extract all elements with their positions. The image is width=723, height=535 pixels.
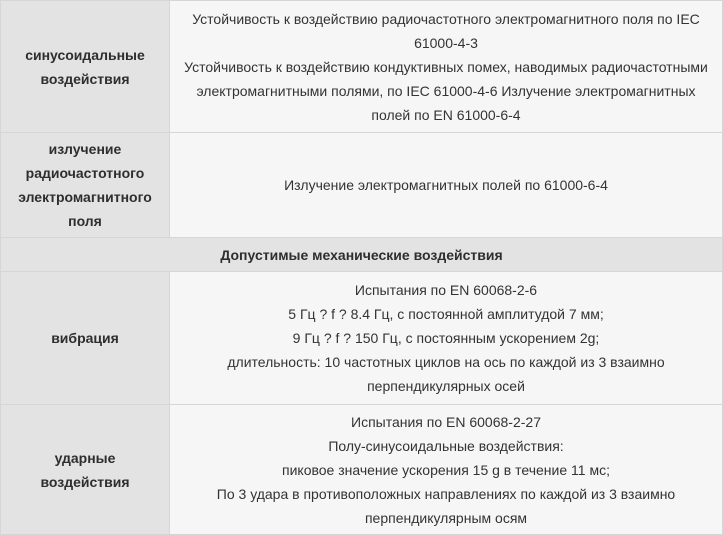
row-label: вибрация [1, 272, 170, 405]
value-line: 5 Гц ? f ? 8.4 Гц, с постоянной амплитудой 7 мм; [288, 306, 604, 322]
value-line: пиковое значение ускорения 15 g в течение 11 мс; [282, 461, 610, 478]
row-label: ударные воздействия [1, 405, 170, 535]
value-line: По 3 удара в противоположных направлениях по каждой из 3 взаимно перпендикулярным осям [216, 485, 676, 526]
value-line: Устойчивость к воздействию радиочастотного электромагнитного поля по IEC 61000-4-3 [192, 10, 700, 51]
value-line: Излучение электромагнитных полей по 61000-6-4 [284, 177, 608, 193]
value-line: Испытания по EN 60068-2-27 [351, 413, 541, 430]
value-line: Устойчивость к воздействию кондуктивных помех, наводимых радиочастотными электромагнитными полями, по IEC 61000-4-6 Излучение электромагнитных полей по EN 61000-6-4 [184, 58, 708, 123]
value-line: длительность: 10 частотных циклов на ось по каждой из 3 взаимно перпендикулярных осей [227, 354, 665, 394]
section-heading: Допустимые механические воздействия [1, 238, 723, 272]
table-row [1, 133, 723, 238]
value-line: Полу-синусоидальные воздействия: [328, 437, 564, 454]
row-value [170, 1, 723, 133]
row-value [170, 133, 723, 238]
row-label: излучение радиочастотного электромагнитного поля [1, 133, 170, 238]
table-row [1, 272, 723, 405]
table-row [1, 1, 723, 133]
row-value [170, 405, 723, 535]
value-line: 9 Гц ? f ? 150 Гц, с постоянным ускорением 2g; [292, 330, 600, 346]
row-value [170, 272, 723, 405]
section-row [1, 238, 723, 272]
row-label: синусоидальные воздействия [1, 1, 170, 133]
table-row [1, 405, 723, 535]
value-line: Испытания по EN 60068-2-6 [354, 282, 538, 298]
